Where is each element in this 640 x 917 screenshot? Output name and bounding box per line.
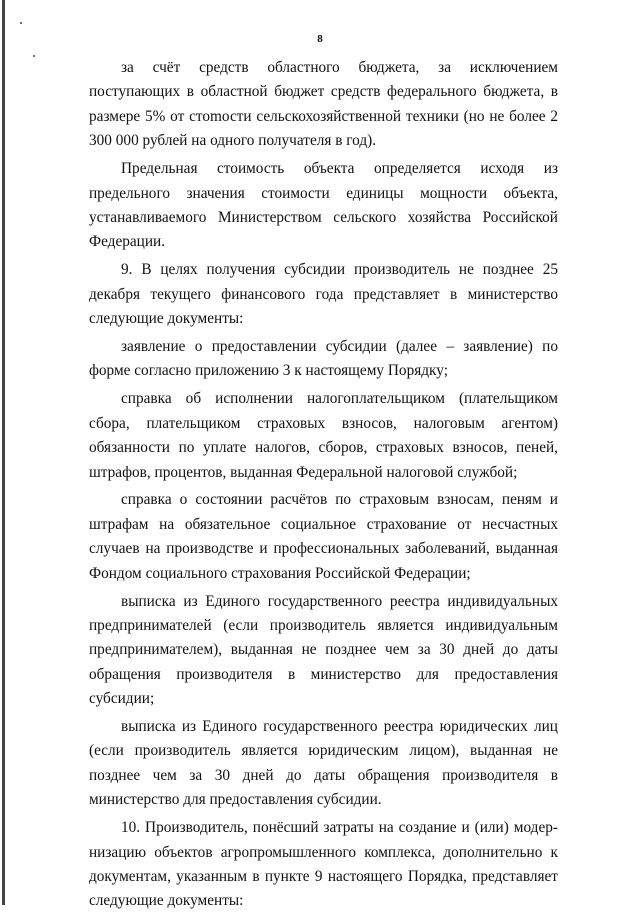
paragraph: справка об исполнении налогоплательщиком (плательщиком сбора, плательщиком страховых взносов, налоговым агентом) обязанности по уплате налогов, сборов, страховых взносов, пеней, штрафов, процентов, выданная Федеральной налоговой службой;	[89, 390, 558, 481]
scan-border	[2, 0, 5, 905]
paragraph: справка о состоянии расчётов по страховым взносам, пеням и штрафам на обязательное социальное страхование от несчастных случаев на производстве и профессиональных заболеваний, выданная Фондом социального страхования Российской Федерации;	[89, 491, 558, 582]
paragraph: 9. В целях получения субсидии производитель не позднее 25 декабря текущего финансового года представляет в министерство следующие документы:	[89, 261, 558, 328]
paragraph: Предельная стоимость объекта определяется исходя из предельного значения стоимости единицы мощности объекта, устанавливаемого Министерством сельского хозяйства Российской Федерации.	[89, 160, 558, 251]
scan-speck	[33, 55, 35, 57]
scan-speck	[20, 22, 22, 24]
paragraph: выписка из Единого государственного реестра юридических лиц (если производитель является юридическим лицом), выданная не позднее чем за 30 дней до даты обращения производителя в министерство для предоставления субсидии.	[89, 718, 558, 809]
paragraph: заявление о предоставлении субсидии (далее – заявление) по форме согласно приложению 3 к настоящему Порядку;	[89, 337, 558, 380]
paragraph: 10. Производитель, понёсший затраты на создание и (или) модернизацию объектов агропромышленного комплекса, дополнительно к документам, указанным в пункте 9 настоящего Порядка, представляет следующие документы:	[89, 819, 558, 910]
document-body	[89, 56, 558, 917]
paragraph: за счёт средств областного бюджета, за исключением поступающих в областной бюджет средств федерального бюджета, в размере 5% от стоmости сельскохозяйственной техники (но не более 2 300 000 рублей на одного получателя в год).	[89, 59, 558, 150]
paragraph: выписка из Единого государственного реестра индивидуальных предпринимателей (если производитель является индивидуальным предпринимателем), выданная не позднее чем за 30 дней до даты обращения производителя в министерство для предоставления субсидии;	[89, 592, 558, 708]
page-number: 8	[317, 33, 323, 45]
